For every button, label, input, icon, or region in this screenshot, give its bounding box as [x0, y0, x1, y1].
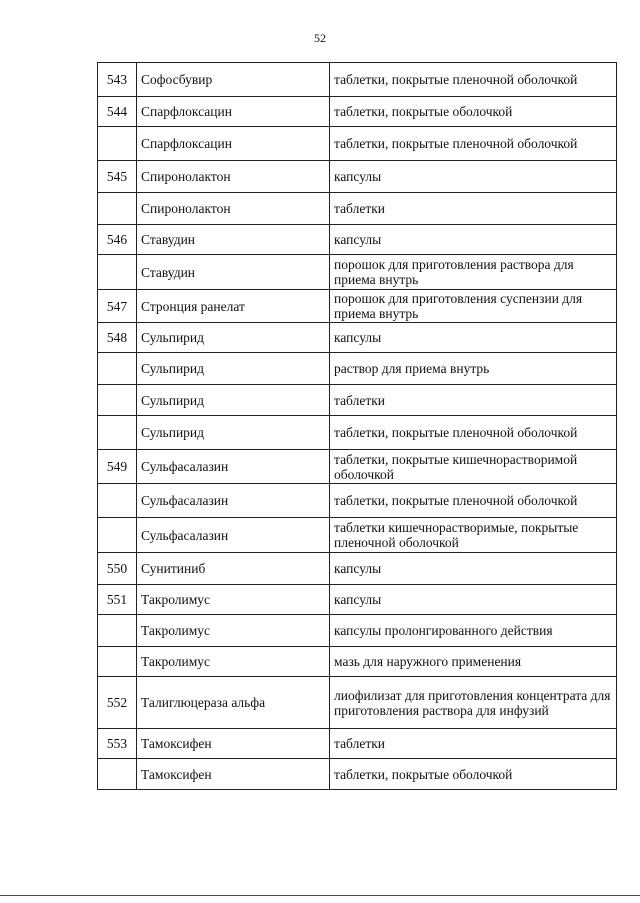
dosage-form: капсулы	[330, 225, 617, 255]
drug-name: Сульфасалазин	[137, 518, 330, 553]
page-number: 52	[314, 31, 326, 45]
row-number: 549	[98, 450, 137, 484]
table-row	[98, 127, 617, 161]
row-number: 545	[98, 161, 137, 193]
dosage-form: таблетки, покрытые пленочной оболочкой	[330, 127, 617, 161]
drug-name: Сульфасалазин	[137, 484, 330, 518]
dosage-form: капсулы	[330, 553, 617, 585]
row-number: 551	[98, 585, 137, 615]
row-number	[98, 127, 137, 161]
dosage-form: мазь для наружного применения	[330, 647, 617, 677]
drug-name: Сульпирид	[137, 353, 330, 385]
drug-table	[97, 62, 617, 790]
dosage-form: таблетки, покрытые пленочной оболочкой	[330, 63, 617, 97]
drug-name: Спиронолактон	[137, 193, 330, 225]
dosage-form: таблетки	[330, 729, 617, 759]
row-number: 552	[98, 677, 137, 729]
drug-name: Сульпирид	[137, 323, 330, 353]
row-number: 548	[98, 323, 137, 353]
table-row	[98, 450, 617, 484]
row-number: 550	[98, 553, 137, 585]
dosage-form: таблетки	[330, 193, 617, 225]
dosage-form: порошок для приготовления раствора для приема внутрь	[330, 255, 617, 290]
drug-table-body	[98, 63, 617, 790]
drug-name: Сульпирид	[137, 385, 330, 416]
row-number: 547	[98, 290, 137, 323]
table-row	[98, 759, 617, 790]
drug-name: Сунитиниб	[137, 553, 330, 585]
drug-name: Софосбувир	[137, 63, 330, 97]
table-row	[98, 647, 617, 677]
table-row	[98, 518, 617, 553]
drug-name: Такролимус	[137, 585, 330, 615]
drug-name: Талиглюцераза альфа	[137, 677, 330, 729]
dosage-form: таблетки, покрытые пленочной оболочкой	[330, 416, 617, 450]
table-row	[98, 63, 617, 97]
table-row	[98, 615, 617, 647]
bottom-divider	[0, 895, 640, 896]
dosage-form: раствор для приема внутрь	[330, 353, 617, 385]
drug-name: Ставудин	[137, 225, 330, 255]
drug-name: Спиронолактон	[137, 161, 330, 193]
drug-name: Тамоксифен	[137, 759, 330, 790]
drug-name: Тамоксифен	[137, 729, 330, 759]
row-number	[98, 759, 137, 790]
drug-name: Спарфлоксацин	[137, 97, 330, 127]
drug-name: Такролимус	[137, 615, 330, 647]
row-number	[98, 647, 137, 677]
dosage-form: таблетки, покрытые оболочкой	[330, 759, 617, 790]
table-row	[98, 323, 617, 353]
drug-name: Спарфлоксацин	[137, 127, 330, 161]
dosage-form: порошок для приготовления суспензии для приема внутрь	[330, 290, 617, 323]
drug-name: Сульфасалазин	[137, 450, 330, 484]
dosage-form: таблетки кишечнорастворимые, покрытые пленочной оболочкой	[330, 518, 617, 553]
table-row	[98, 255, 617, 290]
table-row	[98, 385, 617, 416]
row-number	[98, 385, 137, 416]
table-row	[98, 353, 617, 385]
row-number: 544	[98, 97, 137, 127]
table-row	[98, 225, 617, 255]
drug-name: Такролимус	[137, 647, 330, 677]
table-row	[98, 193, 617, 225]
table-row	[98, 97, 617, 127]
dosage-form: капсулы	[330, 585, 617, 615]
row-number	[98, 353, 137, 385]
table-row	[98, 290, 617, 323]
table-row	[98, 729, 617, 759]
dosage-form: капсулы	[330, 323, 617, 353]
row-number	[98, 615, 137, 647]
table-row	[98, 484, 617, 518]
row-number	[98, 484, 137, 518]
table-row	[98, 677, 617, 729]
row-number	[98, 416, 137, 450]
table-row	[98, 416, 617, 450]
dosage-form: таблетки, покрытые кишечнорастворимой оболочкой	[330, 450, 617, 484]
drug-name: Ставудин	[137, 255, 330, 290]
row-number: 543	[98, 63, 137, 97]
table-row	[98, 585, 617, 615]
dosage-form: капсулы пролонгированного действия	[330, 615, 617, 647]
dosage-form: лиофилизат для приготовления концентрата для приготовления раствора для инфузий	[330, 677, 617, 729]
table-row	[98, 161, 617, 193]
drug-name: Стронция ранелат	[137, 290, 330, 323]
row-number: 546	[98, 225, 137, 255]
row-number	[98, 255, 137, 290]
table-row	[98, 553, 617, 585]
dosage-form: таблетки, покрытые пленочной оболочкой	[330, 484, 617, 518]
dosage-form: капсулы	[330, 161, 617, 193]
row-number	[98, 193, 137, 225]
drug-name: Сульпирид	[137, 416, 330, 450]
row-number	[98, 518, 137, 553]
dosage-form: таблетки	[330, 385, 617, 416]
dosage-form: таблетки, покрытые оболочкой	[330, 97, 617, 127]
row-number: 553	[98, 729, 137, 759]
